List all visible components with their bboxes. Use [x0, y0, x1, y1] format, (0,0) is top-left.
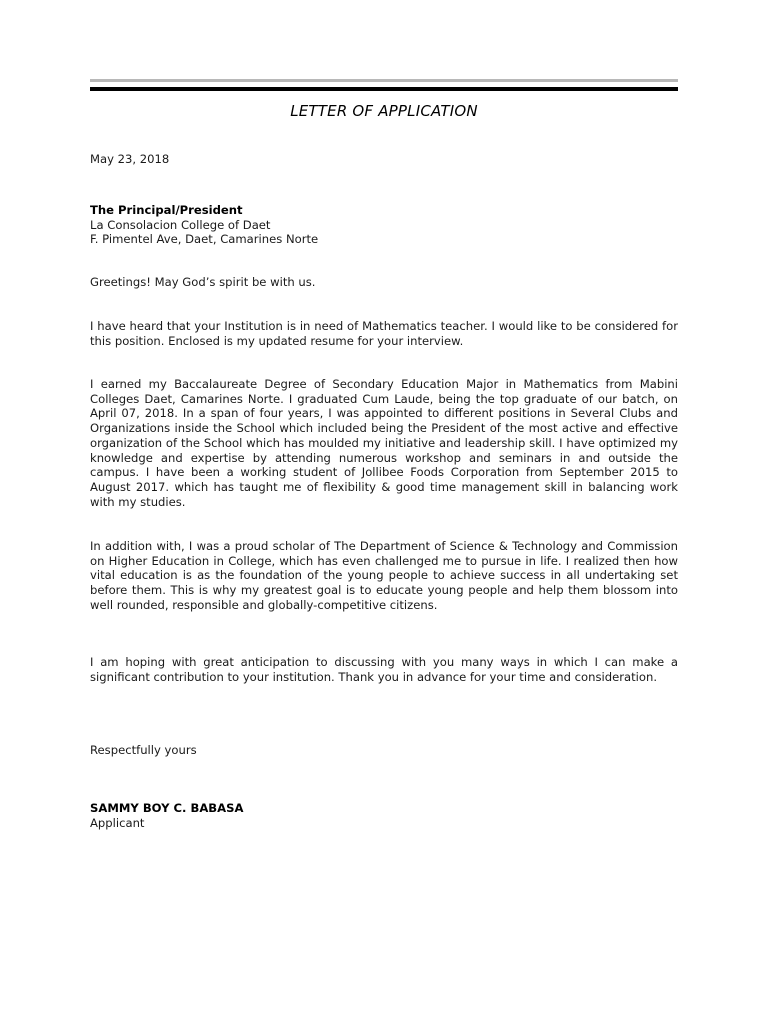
signatory-name: SAMMY BOY C. BABASA — [90, 801, 244, 815]
greeting: Greetings! May God’s spirit be with us. — [90, 275, 316, 289]
body-paragraph: I am hoping with great anticipation to discussing with you many ways in which I can make a significant contribution to your institution. Thank you in advance for your time and consideration. — [90, 655, 678, 684]
signatory-role: Applicant — [90, 815, 145, 830]
body-paragraph: I have heard that your Institution is in need of Mathematics teacher. I would like to be considered for this position. Enclosed is my updated resume for your interview. — [90, 319, 678, 348]
recipient-institution: La Consolacion College of Daet — [90, 217, 271, 232]
signature-block — [90, 801, 678, 830]
body-paragraph: I earned my Baccalaureate Degree of Secondary Education Major in Mathematics from Mabini Colleges Daet, Camarines Norte. I graduated Cum Laude, being the top graduate of our batch, on April 07, 2018. In a span of four years, I was appointed to different positions in Several Clubs and Organizations inside the School which included being the President of the most active and effective organization of the School which has moulded my initiative and leadership skill. I have optimized my knowledge and expertise by attending numerous workshop and seminars in and outside the campus. I have been a working student of Jollibee Foods Corporation from September 2015 to August 2017. which has taught me of flexibility & good time management skill in balancing work with my studies. — [90, 377, 678, 509]
header-rule-thin — [90, 79, 678, 82]
header-rule-thick — [90, 87, 678, 91]
letter-date: May 23, 2018 — [90, 152, 170, 166]
recipient-name: The Principal/President — [90, 203, 243, 217]
closing: Respectfully yours — [90, 743, 197, 757]
recipient-address: F. Pimentel Ave, Daet, Camarines Norte — [90, 232, 319, 247]
letter-title: LETTER OF APPLICATION — [290, 102, 478, 120]
body-paragraph: In addition with, I was a proud scholar of The Department of Science & Technology and Commission on Higher Education in College, which has even challenged me to pursue in life. I realized then how vital education is as the foundation of the young people to achieve success in all undertaking set before them. This is why my greatest goal is to educate young people and help them blossom into well rounded, responsible and globally-competitive citizens. — [90, 539, 678, 612]
recipient-block — [90, 203, 678, 247]
